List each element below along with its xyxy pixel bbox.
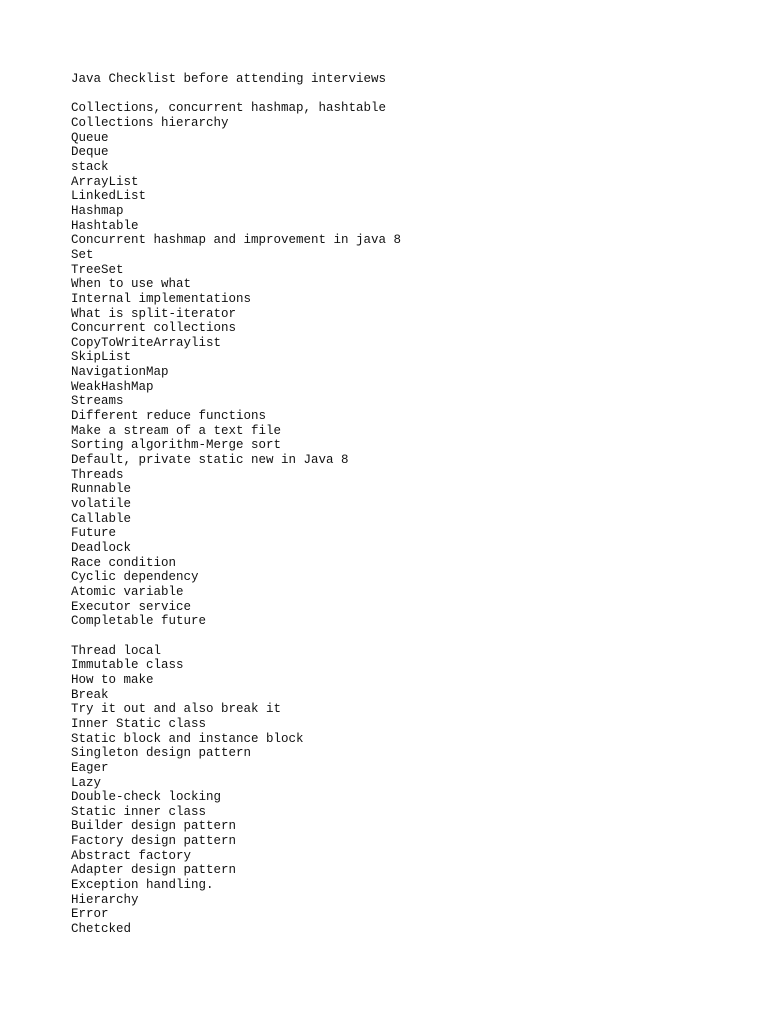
checklist-item: Immutable class — [71, 658, 184, 673]
checklist-item: Adapter design pattern — [71, 863, 237, 878]
checklist-item: Double-check locking — [71, 790, 222, 805]
checklist-item: stack — [71, 159, 109, 174]
checklist-item: Atomic variable — [71, 584, 184, 599]
checklist-item: Sorting algorithm-Merge sort — [71, 438, 282, 453]
checklist-item: Chetcked — [71, 922, 132, 937]
checklist-item: Callable — [71, 511, 132, 526]
checklist-section-b — [71, 644, 731, 937]
checklist-item: Exception handling. — [71, 878, 214, 893]
checklist-item: Runnable — [71, 482, 132, 497]
checklist-item: Deadlock — [71, 541, 132, 555]
checklist-item: Static inner class — [71, 804, 207, 819]
checklist-item: Race condition — [71, 555, 177, 570]
document-title: Java Checklist before attending interviews — [71, 72, 387, 86]
checklist-item: What is split-iterator — [71, 306, 237, 321]
checklist-item: Try it out and also break it — [71, 702, 282, 717]
checklist-item: WeakHashMap — [71, 379, 154, 394]
checklist-item: Queue — [71, 130, 109, 145]
checklist-item: Future — [71, 526, 117, 541]
checklist-item: Internal implementations — [71, 291, 252, 306]
document-body — [71, 72, 731, 937]
checklist-item: Hashmap — [71, 203, 124, 218]
checklist-item: Error — [71, 907, 109, 922]
checklist-item: When to use what — [71, 277, 192, 292]
checklist-item: Factory design pattern — [71, 834, 237, 849]
checklist-item: Thread local — [71, 643, 162, 658]
checklist-item: Cyclic dependency — [71, 570, 199, 585]
checklist-item: Eager — [71, 760, 109, 775]
checklist-item: Collections, concurrent hashmap, hashtable — [71, 101, 387, 116]
blank-line — [71, 87, 731, 102]
checklist-item: SkipList — [71, 350, 132, 365]
checklist-item: LinkedList — [71, 189, 147, 204]
checklist-item: Abstract factory — [71, 848, 192, 863]
checklist-item: Make a stream of a text file — [71, 423, 282, 438]
checklist-item: Builder design pattern — [71, 819, 237, 834]
checklist-item: Concurrent hashmap and improvement in java 8 — [71, 233, 402, 248]
checklist-item: Inner Static class — [71, 716, 207, 731]
checklist-item: Singleton design pattern — [71, 746, 252, 761]
checklist-item: Different reduce functions — [71, 409, 267, 424]
checklist-item: CopyToWriteArraylist — [71, 335, 222, 350]
checklist-item: Deque — [71, 145, 109, 160]
checklist-item: Hashtable — [71, 218, 139, 233]
checklist-item: Lazy — [71, 775, 102, 790]
checklist-item: Break — [71, 687, 109, 702]
checklist-item: Completable future — [71, 614, 207, 629]
checklist-section-a — [71, 101, 731, 629]
checklist-item: How to make — [71, 672, 154, 687]
checklist-item: Static block and instance block — [71, 731, 304, 746]
checklist-item: Threads — [71, 467, 124, 482]
checklist-item: Streams — [71, 394, 124, 409]
checklist-item: Default, private static new in Java 8 — [71, 453, 349, 468]
checklist-item: Concurrent collections — [71, 321, 237, 336]
checklist-item: Executor service — [71, 599, 192, 614]
checklist-item: ArrayList — [71, 174, 139, 189]
checklist-item: Collections hierarchy — [71, 115, 229, 130]
blank-line — [71, 629, 731, 644]
checklist-item: TreeSet — [71, 262, 124, 277]
checklist-item: Set — [71, 247, 94, 262]
checklist-item: volatile — [71, 497, 132, 512]
checklist-item: Hierarchy — [71, 892, 139, 907]
checklist-item: NavigationMap — [71, 365, 169, 380]
